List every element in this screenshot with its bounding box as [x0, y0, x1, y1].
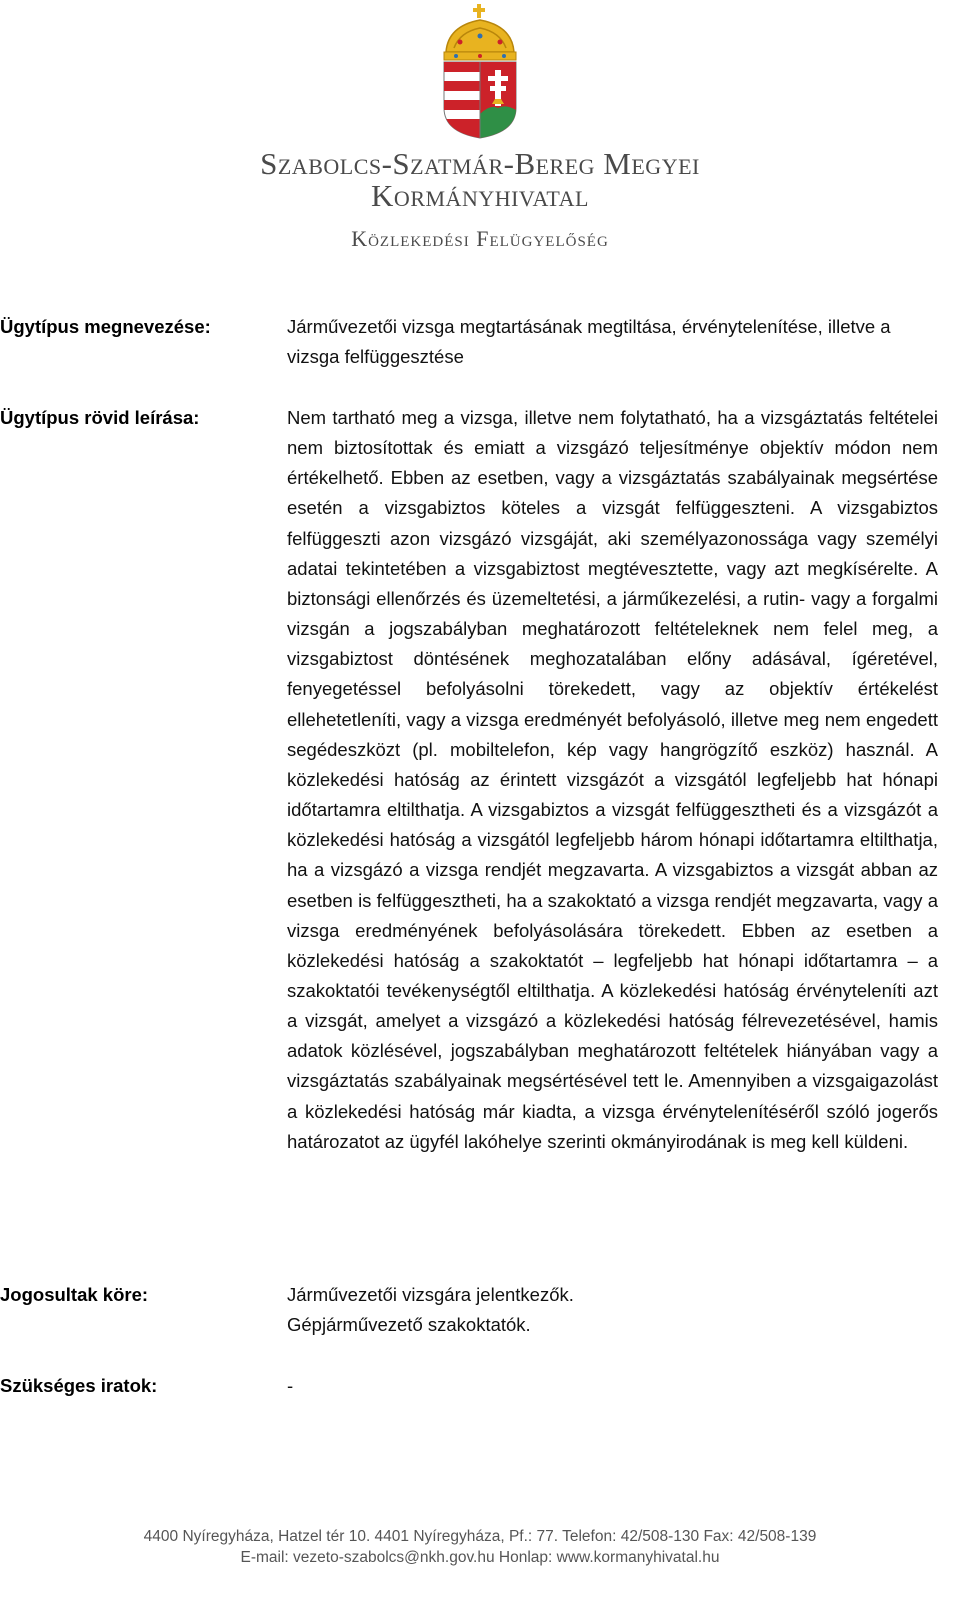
footer-contact: E-mail: vezeto-szabolcs@nkh.gov.hu Honlap: www.kormanyhivatal.hu	[240, 1549, 720, 1566]
field-value	[287, 1280, 938, 1340]
field-value: Járművezetői vizsga megtartásának megtiltása, érvénytelenítése, illetve a vizsga felfüggesztése	[287, 316, 891, 368]
field-label: Ügytípus megnevezése:	[0, 316, 211, 337]
footer-address: 4400 Nyíregyháza, Hatzel tér 10. 4401 Nyíregyháza, Pf.: 77. Telefon: 42/508-130 Fax: 42/508-139	[143, 1528, 817, 1545]
field-value: -	[287, 1375, 294, 1396]
field-label: Ügytípus rövid leírása:	[0, 407, 200, 428]
field-label: Jogosultak köre:	[0, 1284, 149, 1305]
org-name-line2: Kormányhivatal	[371, 178, 589, 213]
org-department: Közlekedési Felügyelőség	[351, 226, 609, 251]
coat-of-arms-logo	[440, 4, 520, 140]
field-label: Szükséges iratok:	[0, 1375, 158, 1396]
field-value: Nem tartható meg a vizsga, illetve nem folytatható, ha a vizsgáztatás feltételei nem biztosítottak és emiatt a vizsgázó teljesítménye objektív módon nem értékelhető. Ebben az esetben, vagy a vizsgáztatás szabályainak megsértése esetén a vizsgabiztos köteles a vizsgát felfüggeszteni. A vizsgabiztos felfüggeszti azon vizsgázó vizsgáját, aki személyazonossága vagy személyi adatai tekintetében a vizsgabiztost megtévesztette, vagy azt megkísérelte. A biztonsági ellenőrzés és üzemeltetési, a járműkezelési, a rutin- vagy a forgalmi vizsgán a jogszabályban meghatározott feltételeknek nem felel meg, a vizsgabiztost döntésének meghozatalában előny adásával, ígéretével, fenyegetéssel befolyásolni törekedett, vagy az objektív értékelést ellehetetleníti, vagy a vizsga eredményét befolyásoló, illetve meg nem engedett segédeszközt (pl. mobiltelefon, kép vagy hangrögzítő eszköz) használ. A közlekedési hatóság az érintett vizsgázót a vizsgától legfeljebb hat hónapi időtartamra eltilthatja. A vizsgabiztos a vizsgát felfüggesztheti és a vizsgázót a közlekedési hatóság a vizsgától legfeljebb három hónapi időtartamra eltilthatja, ha a vizsgázó a vizsga rendjét megzavarta. A vizsgabiztos a vizsgát abban az esetben is felfüggesztheti, ha a szakoktató a vizsga rendjét megzavarta, vagy a vizsga eredményének befolyásolására törekedett. Ebben az esetben a közlekedési hatóság a szakoktatót – legfeljebb hat hónapi időtartamra – a szakoktatói tevékenységtől eltilthatja. A közlekedési hatóság érvényteleníti azt a vizsgát, amelyet a vizsgázó a közlekedési hatóság félrevezetésével, hamis adatok közlésével, jogszabályban meghatározott feltételek hiányában vagy a vizsgáztatás szabályainak megsértésével tett le. Amennyiben a vizsgaigazolást a közlekedési hatóság már kiadta, a vizsga érvénytelenítéséről szóló jogerős határozatot az ügyfél lakóhelye szerinti okmányirodának is meg kell küldeni.	[287, 407, 938, 1152]
eligible-line: Gépjárművezető szakoktatók.	[287, 1314, 531, 1336]
letterhead	[0, 0, 960, 260]
org-name-line1: Szabolcs-Szatmár-Bereg Megyei	[260, 146, 700, 181]
eligible-line: Járművezetői vizsgára jelentkezők.	[287, 1284, 574, 1305]
